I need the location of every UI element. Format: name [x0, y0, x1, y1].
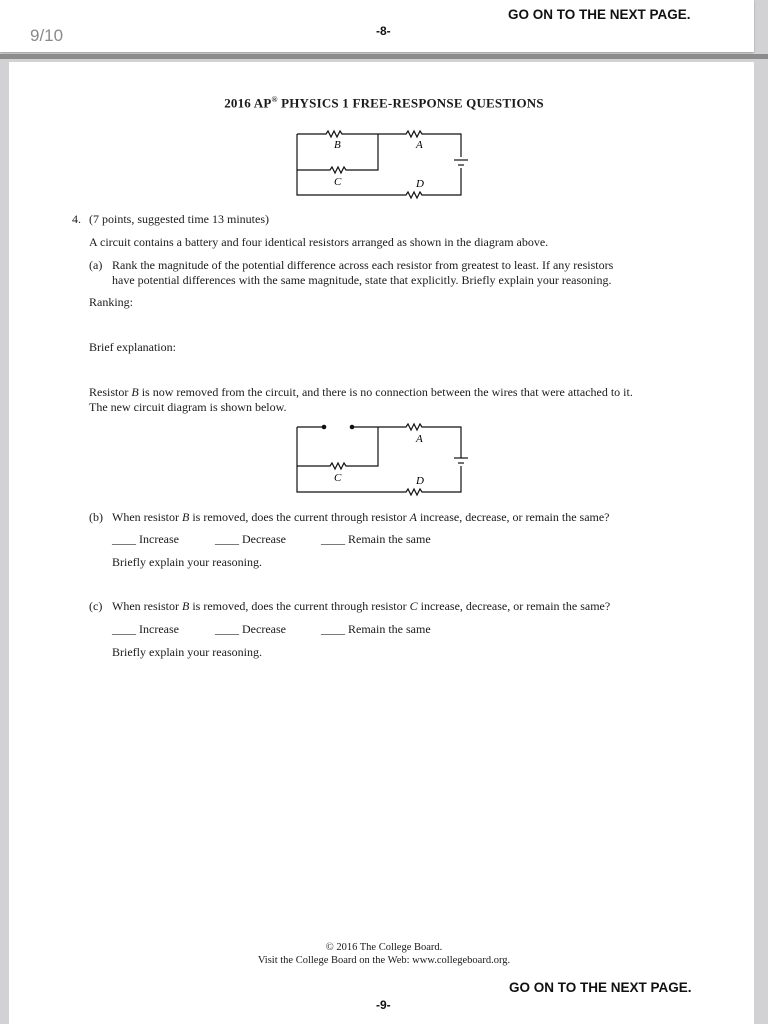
page-number: -9- [376, 998, 391, 1012]
circuit2-resistor-a-label: A [416, 433, 423, 445]
resistor-d-label: D [416, 178, 424, 190]
circuit2-resistor-d-label: D [416, 475, 424, 487]
visit-text: Visit the College Board on the Web: www.collegeboard.org. [257, 955, 511, 966]
circuit-diagram-1 [290, 126, 475, 202]
part-b-label: (b) [89, 510, 103, 524]
page-counter: 9/10 [30, 26, 64, 45]
part-c-explain: Briefly explain your reasoning. [112, 645, 262, 659]
question-number: 4. [72, 212, 81, 226]
part-b-option-decrease[interactable]: ____ Decrease [215, 532, 286, 546]
part-a-line2: have potential differences with the same magnitude, state that explicitly. Briefly explain your reasoning. [112, 273, 612, 287]
part-b-option-same[interactable]: ____ Remain the same [321, 532, 431, 546]
page-title: 2016 AP® PHYSICS 1 FREE-RESPONSE QUESTIONS [224, 95, 544, 111]
go-on-text: GO ON TO THE NEXT PAGE. [509, 980, 692, 995]
resistor-removed-line1: Resistor B is now removed from the circuit, and there is no connection between the wires that were attached to it. [89, 385, 633, 399]
part-c-option-decrease[interactable]: ____ Decrease [215, 622, 286, 636]
part-b-explain: Briefly explain your reasoning. [112, 555, 262, 569]
ranking-label: Ranking: [89, 295, 133, 309]
circuit2-resistor-c-label: C [334, 472, 342, 484]
resistor-b-label: B [334, 139, 341, 151]
question-points: (7 points, suggested time 13 minutes) [89, 212, 269, 226]
copyright-text: © 2016 The College Board. [325, 942, 443, 953]
part-c-question: When resistor B is removed, does the current through resistor C increase, decrease, or remain the same? [112, 599, 611, 613]
resistor-removed-line2: The new circuit diagram is shown below. [89, 400, 287, 414]
question-intro: A circuit contains a battery and four identical resistors arranged as shown in the diagram above. [89, 235, 549, 249]
resistor-c-label: C [334, 176, 342, 188]
resistor-a-label: A [416, 139, 423, 151]
part-c-option-increase[interactable]: ____ Increase [112, 622, 179, 636]
part-a-line1: Rank the magnitude of the potential difference across each resistor from greatest to least. If any resistors [112, 258, 614, 272]
part-b-question: When resistor B is removed, does the current through resistor A increase, decrease, or remain the same? [112, 510, 610, 524]
part-c-label: (c) [89, 599, 103, 613]
prev-page-number: -8- [376, 24, 391, 38]
part-a-label: (a) [89, 258, 103, 272]
part-b-option-increase[interactable]: ____ Increase [112, 532, 179, 546]
circuit-diagram-2 [290, 420, 475, 498]
page-separator [0, 54, 768, 59]
brief-explanation-label: Brief explanation: [89, 340, 176, 354]
prev-go-on-text: GO ON TO THE NEXT PAGE. [508, 7, 691, 22]
part-c-option-same[interactable]: ____ Remain the same [321, 622, 431, 636]
